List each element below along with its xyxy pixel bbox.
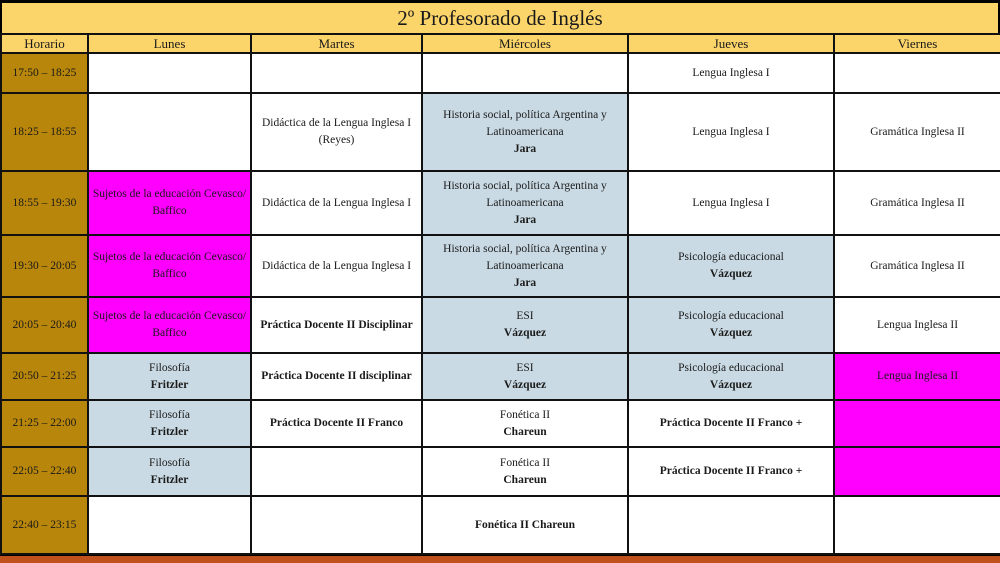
class-cell-miercoles	[422, 496, 628, 554]
time-slot: 22:40 – 23:15	[1, 496, 88, 554]
schedule-row	[1, 235, 1000, 297]
class-cell-viernes	[834, 235, 1000, 297]
subject-text: Sujetos de la educación Cevasco/ Baffico	[92, 310, 247, 339]
teacher-text: Práctica Docente II Disciplinar	[260, 318, 413, 331]
teacher-text: Vázquez	[709, 327, 753, 339]
teacher-text: Fritzler	[150, 473, 189, 486]
class-cell-martes	[251, 93, 422, 171]
teacher-text: Fonética II Chareun	[474, 518, 576, 531]
subject-text: Fonética II	[499, 456, 551, 469]
subject-text: Sujetos de la educación Cevasco/ Baffico	[92, 188, 247, 217]
class-cell-jueves	[628, 53, 834, 93]
subject-text: Didáctica de la Lengua Inglesa I	[261, 259, 412, 272]
subject-text: Historia social, política Argentina y Latinoamericana	[443, 179, 607, 209]
subject-text: Lengua Inglesa I	[692, 66, 770, 79]
class-cell-miercoles	[422, 171, 628, 235]
class-cell-miercoles	[422, 235, 628, 297]
class-cell-martes	[251, 171, 422, 235]
subject-text: Psicología educacional	[678, 361, 784, 374]
teacher-text: Vázquez	[503, 327, 547, 339]
subject-text: Historia social, política Argentina y Latinoamericana	[443, 108, 607, 138]
schedule-row	[1, 171, 1000, 235]
class-cell-viernes	[834, 353, 1000, 400]
class-cell-jueves	[628, 235, 834, 297]
class-cell-martes	[251, 353, 422, 400]
subject-text: Gramática Inglesa II	[870, 259, 965, 272]
teacher-text: Práctica Docente II Franco +	[659, 465, 803, 477]
schedule-row	[1, 93, 1000, 171]
teacher-text: Práctica Docente II Franco	[269, 417, 404, 429]
class-cell-martes	[251, 53, 422, 93]
class-cell-lunes	[88, 353, 251, 400]
class-cell-martes	[251, 496, 422, 554]
class-cell-lunes	[88, 447, 251, 496]
schedule-title: 2º Profesorado de Inglés	[2, 3, 998, 33]
time-slot: 19:30 – 20:05	[1, 235, 88, 297]
subject-text: Lengua Inglesa II	[876, 370, 959, 382]
subject-text: Psicología educacional	[678, 310, 784, 322]
class-cell-jueves	[628, 297, 834, 353]
class-cell-lunes	[88, 53, 251, 93]
subject-text: Didáctica de la Lengua Inglesa I	[261, 196, 412, 209]
header-jueves: Jueves	[628, 34, 834, 53]
class-cell-miercoles	[422, 447, 628, 496]
time-slot: 22:05 – 22:40	[1, 447, 88, 496]
schedule-row	[1, 353, 1000, 400]
time-slot: 20:05 – 20:40	[1, 297, 88, 353]
teacher-text: Fritzler	[150, 425, 189, 438]
header-row	[1, 34, 1000, 53]
class-cell-miercoles	[422, 53, 628, 93]
class-cell-miercoles	[422, 297, 628, 353]
subject-text: Gramática Inglesa II	[870, 196, 965, 209]
subject-text: Didáctica de la Lengua Inglesa I (Reyes)	[261, 117, 412, 146]
subject-text: Lengua Inglesa I	[692, 196, 770, 209]
class-cell-miercoles	[422, 353, 628, 400]
class-cell-viernes	[834, 297, 1000, 353]
teacher-text: Jara	[513, 276, 537, 289]
schedule-row	[1, 400, 1000, 447]
class-cell-lunes	[88, 297, 251, 353]
schedule-row	[1, 496, 1000, 554]
class-cell-lunes	[88, 400, 251, 447]
class-cell-jueves	[628, 93, 834, 171]
teacher-text: Fritzler	[150, 378, 189, 391]
class-cell-martes	[251, 235, 422, 297]
subject-text: Gramática Inglesa II	[870, 125, 965, 138]
class-cell-viernes	[834, 171, 1000, 235]
time-slot: 17:50 – 18:25	[1, 53, 88, 93]
time-slot: 21:25 – 22:00	[1, 400, 88, 447]
teacher-text: Práctica Docente II disciplinar	[261, 370, 412, 382]
class-cell-lunes	[88, 496, 251, 554]
schedule-row	[1, 53, 1000, 93]
class-cell-lunes	[88, 93, 251, 171]
header-horario: Horario	[1, 34, 88, 53]
subject-text: Historia social, política Argentina y Latinoamericana	[443, 242, 607, 272]
class-cell-miercoles	[422, 400, 628, 447]
subject-text: Lengua Inglesa I	[692, 125, 770, 138]
teacher-text: Vázquez	[709, 268, 753, 280]
subject-text: ESI	[516, 310, 534, 322]
class-cell-lunes	[88, 235, 251, 297]
teacher-text: Jara	[513, 142, 537, 155]
class-cell-viernes	[834, 93, 1000, 171]
time-slot: 20:50 – 21:25	[1, 353, 88, 400]
subject-text: Psicología educacional	[678, 251, 784, 263]
time-slot: 18:55 – 19:30	[1, 171, 88, 235]
class-cell-jueves	[628, 400, 834, 447]
bottom-bar	[0, 556, 1000, 563]
header-martes: Martes	[251, 34, 422, 53]
class-cell-martes	[251, 447, 422, 496]
class-cell-jueves	[628, 171, 834, 235]
class-cell-lunes	[88, 171, 251, 235]
teacher-text: Jara	[513, 213, 537, 226]
subject-text: Fonética II	[499, 408, 551, 421]
subject-text: ESI	[516, 361, 534, 374]
subject-text: Filosofía	[149, 456, 190, 469]
class-cell-jueves	[628, 496, 834, 554]
class-cell-viernes	[834, 400, 1000, 447]
teacher-text: Práctica Docente II Franco +	[659, 417, 803, 429]
class-cell-viernes	[834, 496, 1000, 554]
class-cell-viernes	[834, 447, 1000, 496]
class-cell-miercoles	[422, 93, 628, 171]
class-cell-martes	[251, 400, 422, 447]
time-slot: 18:25 – 18:55	[1, 93, 88, 171]
schedule-row	[1, 297, 1000, 353]
subject-text: Sujetos de la educación Cevasco/ Baffico	[92, 251, 247, 280]
header-miercoles: Miércoles	[422, 34, 628, 53]
subject-text: Lengua Inglesa II	[876, 318, 959, 331]
subject-text: Filosofía	[149, 408, 190, 421]
subject-text: Filosofía	[149, 361, 190, 374]
class-cell-viernes	[834, 53, 1000, 93]
schedule-row	[1, 447, 1000, 496]
teacher-text: Vázquez	[503, 378, 547, 391]
teacher-text: Vázquez	[709, 378, 753, 391]
class-cell-martes	[251, 297, 422, 353]
class-cell-jueves	[628, 447, 834, 496]
teacher-text: Chareun	[503, 425, 547, 438]
header-viernes: Viernes	[834, 34, 1000, 53]
header-lunes: Lunes	[88, 34, 251, 53]
schedule-table	[0, 33, 1000, 555]
schedule-body	[1, 53, 1000, 554]
class-cell-jueves	[628, 353, 834, 400]
teacher-text: Chareun	[503, 473, 547, 486]
